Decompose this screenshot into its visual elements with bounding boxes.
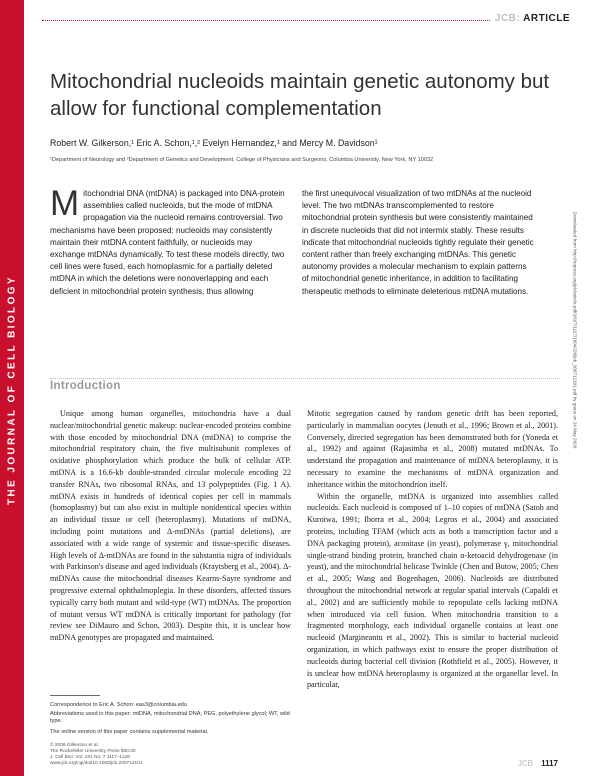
abstract-left-column xyxy=(50,184,285,298)
intro-paragraph-1: Unique among human organelles, mitochondria have a dual nuclear/mitochondrial genetic makeup: nuclear-encoded proteins combine with those encoded by mitochondrial DNA (mtDNA) to comprise the mitochondrial respiratory chain, the five multisubunit complexes of oxidative phosphorylation which produce the bulk of cellular ATP. mtDNA is a 16.6-kb double-stranded circular molecule encoding 22 transfer RNAs, two ribosomal RNAs, and 13 polypeptides (Fig. 1 A). mtDNA exists in hundreds of identical copies per cell in mammals (homoplasmy) but can also exist in multiple nonidentical species within an individual tissue or cell (heteroplasmy). Mutations of mtDNA, including point mutations and Δ-mtDNAs (partial deletions), are associated with a wide range of systemic and tissue-specific diseases. High levels of Δ-mtDNAs are found in the substantia nigra of individuals with Parkinson's disease and aged individuals (Kraytsberg et al., 2004). Δ-mtDNAs cause the mitochondrial diseases Kearns-Sayre syndrome and progressive external ophthalmoplegia. In these disorders, affected tissues typically carry both mutant and wild-type (WT) mtDNAs. The proportion of mutant versus WT mtDNA is critically important for pathology (for review see DiMauro and Schon, 2003). Despite this, it is unclear how mtDNA genotypes are propagated and maintained. xyxy=(50,409,291,643)
journal-badge xyxy=(491,13,570,24)
abstract-right-text: the first unequivocal visualization of two mtDNAs at the nucleoid level. The two mtDNAs transcomplemented to restore mitochondrial protein synthesis but were consistently maintained in discrete nucleoids that did not intermix stably. These results indicate that mitochondrial nucleoids tightly regulate their genetic content rather than freely exchanging mtDNAs. This genetic autonomy provides a molecular mechanism to explain patterns of mitochondrial genetic inheritance, in addition to facilitating therapeutic methods to eliminate deleterious mtDNA mutations. xyxy=(302,189,534,296)
copyright-block xyxy=(50,743,290,767)
affiliations: ¹Department of Neurology and ²Department of Genetics and Development, College of Physicians and Surgeons, Columbia University, New York, NY 10032 xyxy=(50,157,434,163)
intro-paragraph-2: Mitotic segregation caused by random genetic drift has been reported, particularly in mammalian oocytes (Jenuth et al., 1996; Brown et al., 2001). Conversely, directed segregation has been demonstrated both for (Yoneda et al., 1992) and against (Rajasimha et al., 2008) mutated mtDNAs. To understand the propagation and maintenance of mtDNA heteroplasmy, it is necessary to examine the mechanisms of mtDNA organization and inheritance within the mitochondrion itself. xyxy=(307,409,558,489)
article-type: ARTICLE xyxy=(523,13,570,24)
abbreviations-note: Abbreviations used in this paper: mtDNA, mitochondrial DNA; PEG, polyethylene glycol; WT, wild type. xyxy=(50,711,290,725)
citation-line: J. Cell Biol. Vol. 181 No. 7 1117–1128 xyxy=(50,755,130,760)
abstract-right-column xyxy=(302,188,534,298)
body-left-column xyxy=(50,408,291,644)
journal-abbrev: JCB: xyxy=(494,13,521,24)
section-heading-introduction: Introduction xyxy=(50,380,121,392)
body-right-column xyxy=(307,408,558,691)
download-watermark: Downloaded from http://rupress.org/jcb/article-pdf/181/7/1117/1894228/jcb_200712101.pdf by guest on 24 May 2020 xyxy=(572,211,578,449)
journal-sidebar xyxy=(0,0,24,776)
abstract-dropcap: M xyxy=(50,184,80,223)
section-rule xyxy=(50,378,560,379)
page-footer xyxy=(518,759,558,768)
header-rule xyxy=(42,20,562,21)
intro-paragraph-3: Within the organelle, mtDNA is organized into assemblies called nucleoids. Each nucleoid is composed of 1–10 copies of mtDNA (Satoh and Kuroiwa, 1991; Iborra et al., 2004; Legros et al., 2004) and associated proteins, including TFAM (which acts as both a transcription factor and a DNA packaging protein), aconitase (in yeast), polymerase γ, mitochondrial single-strand binding protein, branched chain α-ketoacid dehydrogenase (in yeast), and the mitochondrial helicase Twinkle (Chen and Butow, 2005; Chen et al., 2005; Wang and Bogenhagen, 2006). Nucleoids are distributed throughout the mitochondrial network at regular spatial intervals (Capaldi et al., 2002) and are sufficiently mobile to repopulate cells lacking mtDNA when introduced via cell fusion. When mitochondria transition to a fragmented morphology, each individual organelle contains at least one nucleoid (Margineantu et al., 2002). This is similar to bacterial nucleoid organization, in which pathways exist to ensure the proper distribution of nucleoids during bacterial cell division (Rothfield et al., 2005). However, it is unclear how mtDNA heteroplasmy is organized at the organellar level. In particular, xyxy=(307,491,558,690)
abstract-left-text: itochondrial DNA (mtDNA) is packaged into DNA-protein assemblies called nucleoids, but the mode of mtDNA propagation via the nucleoid remains controversial. Two mechanisms have been proposed: nucleoids may consistently maintain their mtDNA content faithfully, or nucleoids may exchange mtDNAs dynamically. To test these models directly, two cell lines were fused, each homoplasmic for a partially deleted mtDNA in which the deletions were nonoverlapping and each deficient in mitochondrial protein synthesis, thus allowing xyxy=(50,189,285,296)
publisher-line: The Rockefeller University Press $30.00 xyxy=(50,749,136,754)
doi-line: www.jcb.org/cgi/doi/10.1083/jcb.200712101 xyxy=(50,761,143,766)
copyright-line: © 2008 Gilkerson et al. xyxy=(50,743,99,748)
footnote-rule xyxy=(50,695,100,696)
correspondence-note: Correspondence to Eric A. Schon: eas3@columbia.edu xyxy=(50,702,187,708)
sidebar-journal-name: THE JOURNAL OF CELL BIOLOGY xyxy=(6,275,18,505)
online-note: The online version of this paper contains supplemental material. xyxy=(50,729,209,735)
footer-journal: JCB xyxy=(517,759,533,768)
article-title: Mitochondrial nucleoids maintain genetic autonomy but allow for functional complementation xyxy=(50,70,550,120)
page-number: 1117 xyxy=(541,759,558,768)
author-list: Robert W. Gilkerson,¹ Eric A. Schon,¹,² Evelyn Hernandez,¹ and Mercy M. Davidson¹ xyxy=(50,138,378,148)
